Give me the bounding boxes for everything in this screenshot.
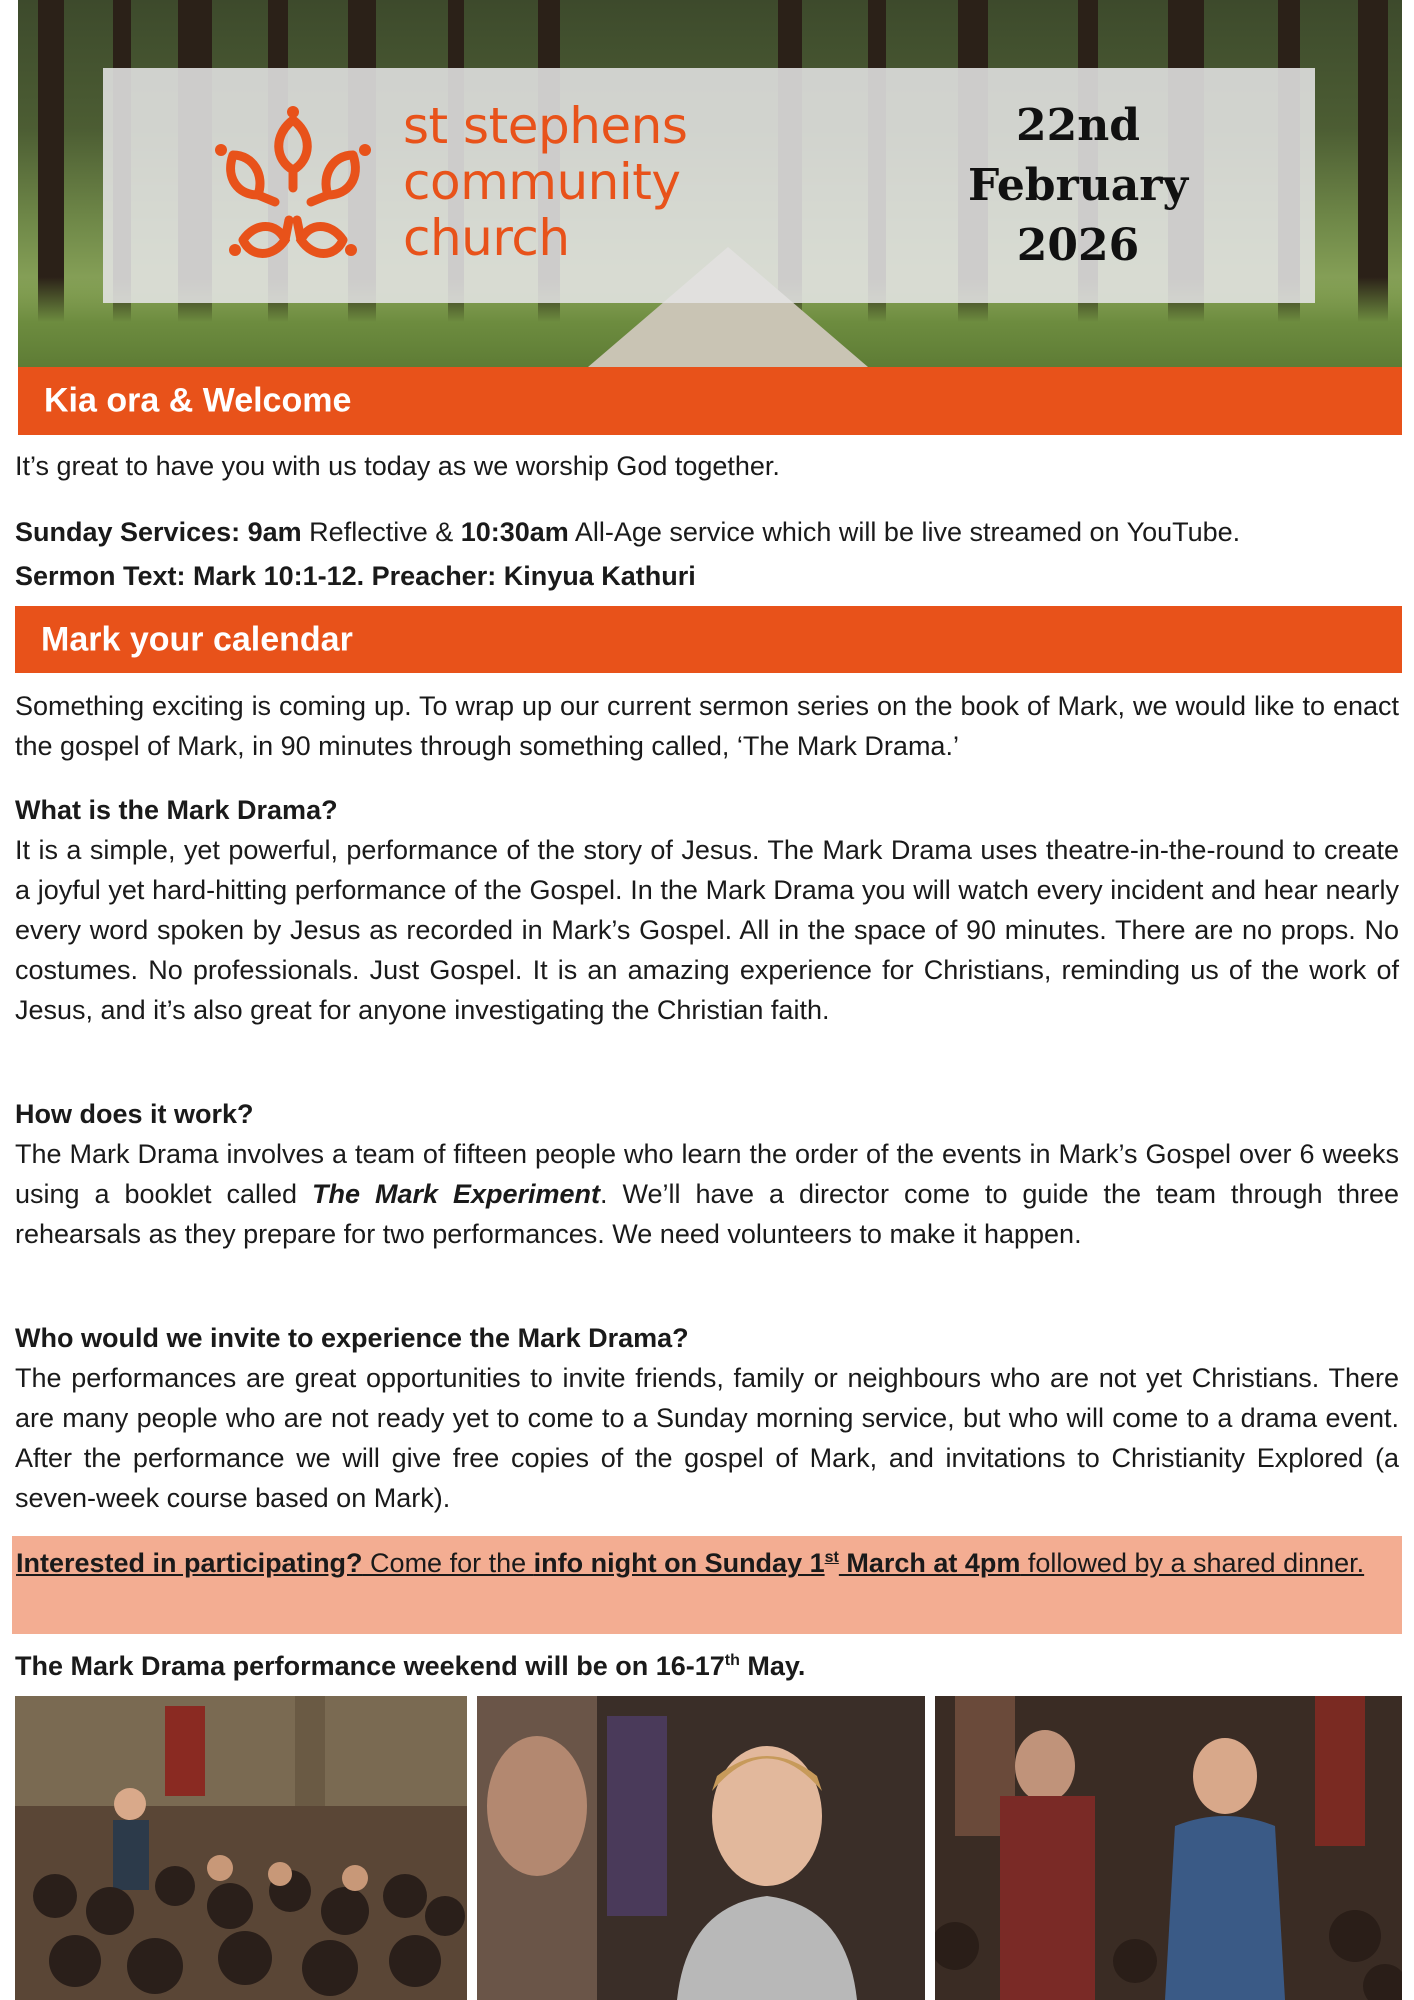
photo-audience-performance: [15, 1696, 467, 2000]
answer-how-text: . We’ll have a director come to guide the team through three rehearsals as they prepare for two performances. We need volunteers to make it happen.: [15, 1179, 1399, 1249]
header-banner: [18, 0, 1402, 367]
photo-actors-gesturing: [935, 1696, 1402, 2000]
question-who: Who would we invite to experience the Mark Drama?: [15, 1323, 689, 1353]
church-name-line: st stephens: [403, 97, 688, 155]
answer-how: [15, 1134, 1399, 1254]
welcome-heading: Kia ora & Welcome: [44, 381, 352, 420]
services-time-2: 10:30am: [460, 517, 569, 547]
welcome-intro: It’s great to have you with us today as we worship God together.: [15, 451, 780, 481]
answer-how-text: The Mark Drama involves a team of fifteen people who learn the order of the events in Mark’s Gospel over 6 weeks using a booklet called: [15, 1139, 1399, 1209]
services-label: Sunday Services:: [15, 517, 248, 547]
sermon-line: Sermon Text: Mark 10:1-12. Preacher: Kinyua Kathuri: [15, 561, 696, 591]
booklet-title: The Mark Experiment: [312, 1179, 601, 1209]
services-line: [15, 512, 1399, 552]
photo-actors-image: [935, 1696, 1402, 2000]
cta-tail: followed by a shared dinner.: [1020, 1548, 1365, 1578]
weekend-text: May.: [739, 1651, 806, 1681]
cta-date-sup: st: [824, 1549, 839, 1566]
photo-audience-image: [15, 1696, 467, 2000]
date-day: 22nd: [1016, 100, 1140, 151]
bulletin-date: [903, 96, 1253, 276]
calendar-heading: Mark your calendar: [41, 620, 353, 658]
cta-text: Come for the: [362, 1548, 534, 1578]
cta-date: info night on Sunday 1: [533, 1548, 825, 1578]
question-what: What is the Mark Drama?: [15, 795, 338, 825]
services-mid: Reflective &: [301, 517, 461, 547]
weekend-sup: th: [724, 1652, 740, 1669]
services-rest: All-Age service which will be live streamed on YouTube.: [568, 517, 1241, 547]
header-overlay: [103, 68, 1315, 303]
info-night-callout: [12, 1536, 1402, 1634]
date-month: February: [967, 160, 1189, 211]
weekend-text: The Mark Drama performance weekend will be on 16-17: [15, 1651, 725, 1681]
calendar-intro: Something exciting is coming up. To wrap up our current sermon series on the book of Mark, we would like to enact the gospel of Mark, in 90 minutes through something called, ‘The Mark Drama.’: [15, 691, 1399, 761]
answer-what: It is a simple, yet powerful, performance of the story of Jesus. The Mark Drama uses theatre-in-the-round to create a joyful yet hard-hitting performance of the Gospel. In the Mark Drama you will watch every incident and hear nearly every word spoken by Jesus as recorded in Mark’s Gospel. All in the space of 90 minutes. There are no props. No costumes. No professionals. Just Gospel. It is an amazing experience for Christians, reminding us of the work of Jesus, and it’s also great for anyone investigating the Christian faith.: [15, 835, 1399, 1025]
photo-actor-image: [477, 1696, 925, 2000]
church-name-line: community: [403, 153, 681, 211]
question-how: How does it work?: [15, 1099, 254, 1129]
cta-lead: Interested in participating?: [16, 1548, 363, 1578]
church-name: [403, 98, 687, 266]
services-time-1: 9am: [247, 517, 302, 547]
date-year: 2026: [1016, 220, 1140, 271]
church-logo-icon: [193, 100, 393, 280]
performance-weekend: [15, 1646, 1399, 1686]
answer-who: The performances are great opportunities to invite friends, family or neighbours who are not yet Christians. There are many people who are not ready yet to come to a Sunday morning service, but who will come to a drama event. After the performance we will give free copies of the gospel of Mark, and invitations to Christianity Explored (a seven-week course based on Mark).: [15, 1363, 1399, 1513]
calendar-heading-bar: [15, 606, 1402, 673]
cta-time: March at 4pm: [838, 1548, 1021, 1578]
church-name-line: church: [403, 209, 570, 267]
photo-actor-smiling: [477, 1696, 925, 2000]
welcome-heading-bar: [18, 367, 1402, 435]
